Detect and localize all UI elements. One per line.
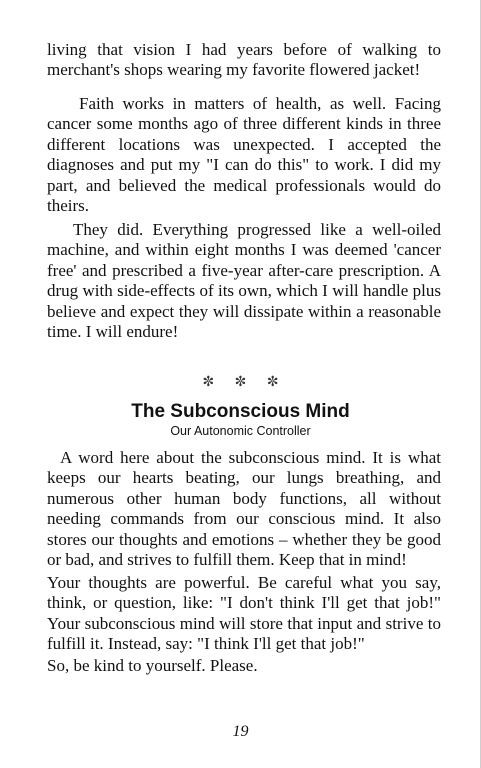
asterism-icon: ✼ <box>234 374 247 390</box>
paragraph-subconscious: A word here about the subconscious mind. It is what keeps our hearts beating, our lungs breathing, and numerous other human body functions, all without needing commands from our conscious mind. It also stores our thoughts and emotions – whether they be good or bad, and strives to fulfill them. Keep that in mind! <box>47 448 441 570</box>
page-number: 19 <box>232 723 249 740</box>
section-subheading: Our Autonomic Controller <box>170 424 311 438</box>
asterism-icon: ✼ <box>202 374 215 390</box>
paragraph-thoughts-powerful: Your thoughts are powerful. Be careful what you say, think, or question, like: "I don't think I'll get that job!" Your subconscious mind will store that input and strive to fulfill it. Instead, say: "I think I'll get that job!" <box>47 573 441 654</box>
asterism-icon: ✼ <box>266 374 279 390</box>
paragraph-they-did: They did. Everything progressed like a well-oiled machine, and within eight months I was deemed 'cancer free' and prescribed a five-year after-care prescription. A drug with side-effects of its own, which I will handle plus believe and expect they will dissipate within a reasonable time. I will endure! <box>47 220 441 342</box>
section-heading: The Subconscious Mind <box>131 401 350 422</box>
paragraph-continued: living that vision I had years before of walking to merchant's shops wearing my favorite flowered jacket! <box>47 40 441 80</box>
paragraph-faith-health: Faith works in matters of health, as well. Facing cancer some months ago of three different kinds in three different locations was unexpected. I accepted the diagnoses and put my "I can do this" to work. I did my part, and believed the medical professionals would do theirs. <box>47 94 441 216</box>
section-break-ornament <box>0 374 481 390</box>
paragraph-be-kind: So, be kind to yourself. Please. <box>47 656 258 675</box>
